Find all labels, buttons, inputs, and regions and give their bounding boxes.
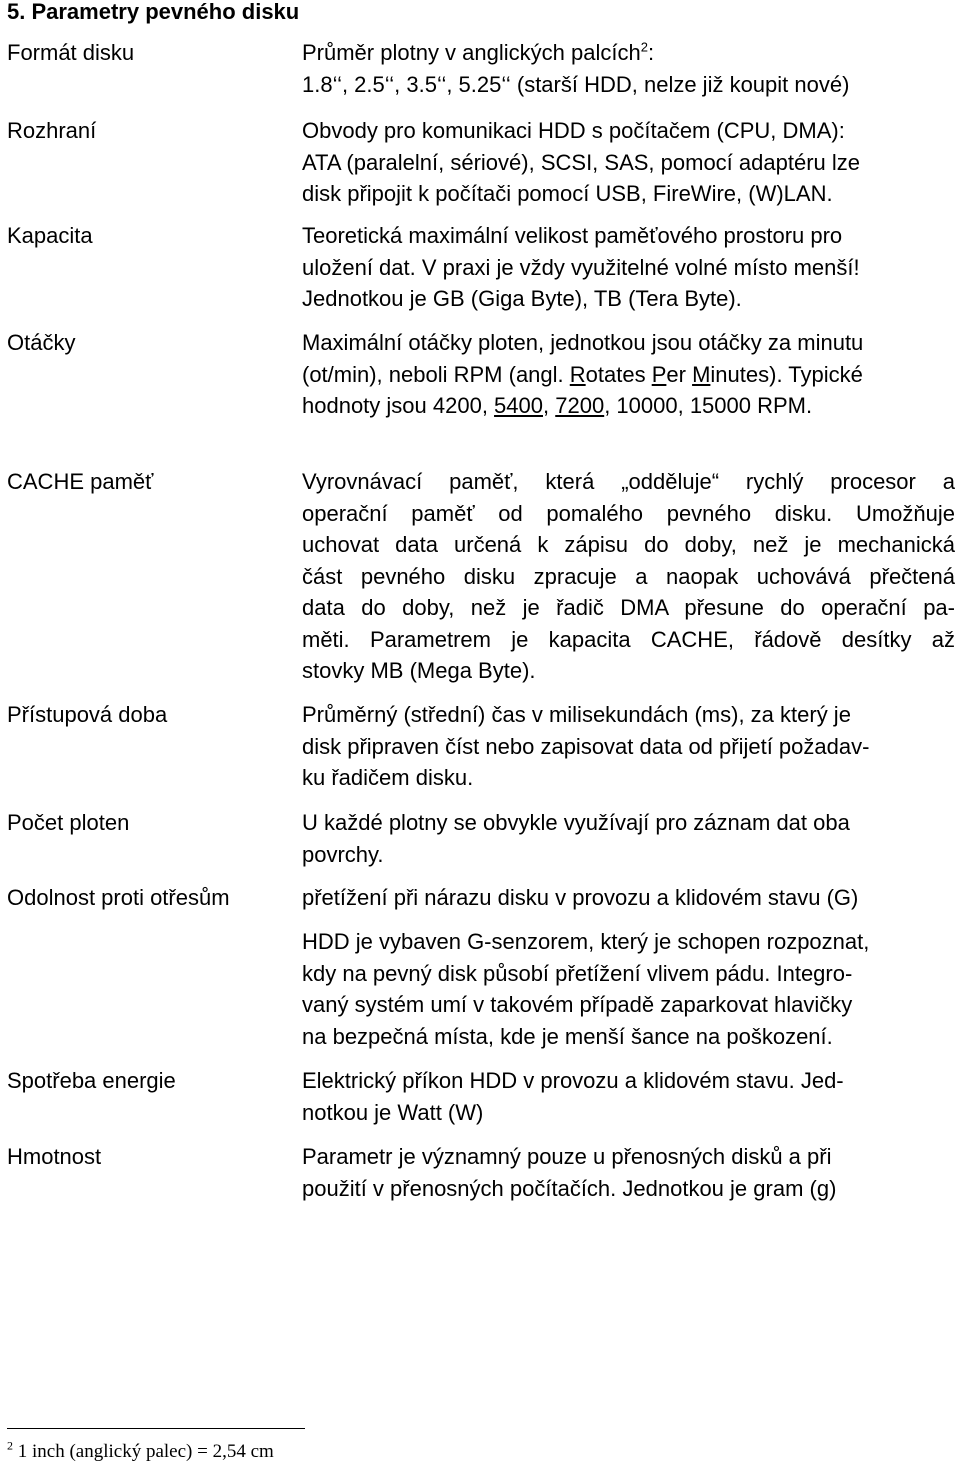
g-sensor-line: kdy na pevný disk působí přetížení vlivem pádu. Integro- (302, 960, 853, 986)
label-capacity: Kapacita (7, 223, 93, 248)
label-interface: Rozhraní (7, 118, 97, 143)
rpm-letter-r: R (569, 361, 586, 387)
label-shock-resistance: Odolnost proti otřesům (7, 885, 230, 910)
text-interface (302, 115, 955, 210)
capacity-line: Teoretická maximální velikost paměťového prostoru pro (302, 223, 843, 248)
access-time-line: ku řadičem disku. (302, 765, 474, 790)
label-rpm: Otáčky (7, 330, 76, 355)
cache-line: operační paměť od pomalého pevného disku. Umožňuje (302, 500, 955, 526)
weight-line: použití v přenosných počítačích. Jednotkou je gram (g) (302, 1175, 837, 1201)
cache-line: data do doby, než je řadič DMA přesune do operační pa- (302, 595, 955, 620)
cache-line: část pevného disku zpracuje a naopak uchovává přečtená (302, 563, 955, 589)
cache-line: uchovat data určená k zápisu do doby, než je mechanická (302, 532, 955, 557)
interface-line: Obvody pro komunikaci HDD s počítačem (CPU, DMA): (302, 118, 845, 143)
rpm-line-2 (302, 359, 955, 391)
capacity-line: uložení dat. V praxi je vždy využitelné volné místo menší! (302, 254, 860, 280)
text-disk-format (302, 37, 955, 100)
cache-line: Vyrovnávací paměť, která „odděluje“ rychlý procesor a (302, 469, 955, 494)
label-power-consumption: Spotřeba energie (7, 1068, 176, 1093)
rpm-line-2-text: (ot/min), neboli RPM (angl. (302, 361, 570, 387)
label-disk-format: Formát disku (7, 40, 135, 65)
g-sensor-line: vaný systém umí v takovém případě zaparkovat hlavičky (302, 992, 853, 1017)
power-line: notkou je Watt (W) (302, 1099, 484, 1125)
rpm-line-3-text: hodnoty jsou 4200, (302, 393, 495, 418)
text-shock-resistance (302, 882, 955, 914)
text-access-time (302, 699, 955, 794)
rpm-line-3-end: , 10000, 15000 RPM. (604, 393, 813, 418)
power-line: Elektrický příkon HDD v provozu a klidovém stavu. Jed- (302, 1068, 844, 1093)
footnote-separator (7, 1428, 305, 1429)
rpm-letter-m: M (692, 361, 711, 387)
rpm-value-7200: 7200 (555, 393, 605, 418)
rpm-separator: , (543, 393, 556, 418)
label-access-time: Přístupová doba (7, 702, 168, 727)
footnote-ref: 2 (640, 39, 648, 55)
page-title: 5. Parametry pevného disku (7, 0, 300, 24)
rpm-word-er: er (666, 361, 693, 387)
rpm-line-1: Maximální otáčky ploten, jednotkou jsou otáčky za minutu (302, 330, 864, 355)
rpm-value-5400: 5400 (494, 393, 543, 418)
disk-format-colon: : (647, 40, 655, 65)
g-sensor-line: HDD je vybaven G-senzorem, který je schopen rozpoznat, (302, 929, 870, 954)
rpm-word-inutes: inutes). Typické (710, 361, 863, 387)
text-g-sensor (302, 926, 955, 1052)
capacity-line: Jednotkou je GB (Giga Byte), TB (Tera Byte). (302, 286, 742, 311)
access-time-line: disk připraven číst nebo zapisovat data od přijetí požadav- (302, 733, 870, 759)
rpm-letter-p: P (651, 361, 667, 387)
footnote-text: 1 inch (anglický palec) = 2,54 cm (13, 1441, 274, 1462)
disk-format-line-2: 1.8‘‘, 2.5‘‘, 3.5‘‘, 5.25‘‘ (starší HDD, nelze již koupit nové) (302, 71, 850, 97)
access-time-line: Průměrný (střední) čas v milisekundách (ms), za který je (302, 702, 851, 727)
label-platter-count: Počet ploten (7, 810, 130, 835)
text-platter-count (302, 807, 955, 870)
text-rpm (302, 327, 955, 422)
disk-format-line-1: Průměr plotny v anglických palcích (302, 40, 641, 65)
weight-line: Parametr je významný pouze u přenosných disků a při (302, 1144, 832, 1169)
label-weight: Hmotnost (7, 1144, 102, 1169)
label-cache: CACHE paměť (7, 469, 154, 494)
rpm-line-3 (302, 390, 955, 422)
text-weight (302, 1141, 955, 1204)
interface-line: disk připojit k počítači pomocí USB, FireWire, (W)LAN. (302, 181, 833, 206)
interface-line: ATA (paralelní, sériové), SCSI, SAS, pomocí adaptéru lze (302, 149, 860, 175)
platter-count-line: povrchy. (302, 841, 384, 867)
shock-resistance-line: přetížení při nárazu disku v provozu a klidovém stavu (G) (302, 885, 859, 910)
text-power-consumption (302, 1065, 955, 1128)
rpm-word-otates: otates (585, 361, 652, 387)
cache-line: měti. Parametrem je kapacita CACHE, řádově desítky až (302, 626, 955, 652)
g-sensor-line: na bezpečná místa, kde je menší šance na poškození. (302, 1023, 833, 1049)
cache-line: stovky MB (Mega Byte). (302, 658, 536, 683)
platter-count-line: U každé plotny se obvykle využívají pro záznam dat oba (302, 810, 850, 835)
text-capacity (302, 220, 955, 315)
footnote (7, 1438, 274, 1463)
text-cache (302, 466, 955, 687)
footnote-number: 2 (7, 1438, 13, 1453)
